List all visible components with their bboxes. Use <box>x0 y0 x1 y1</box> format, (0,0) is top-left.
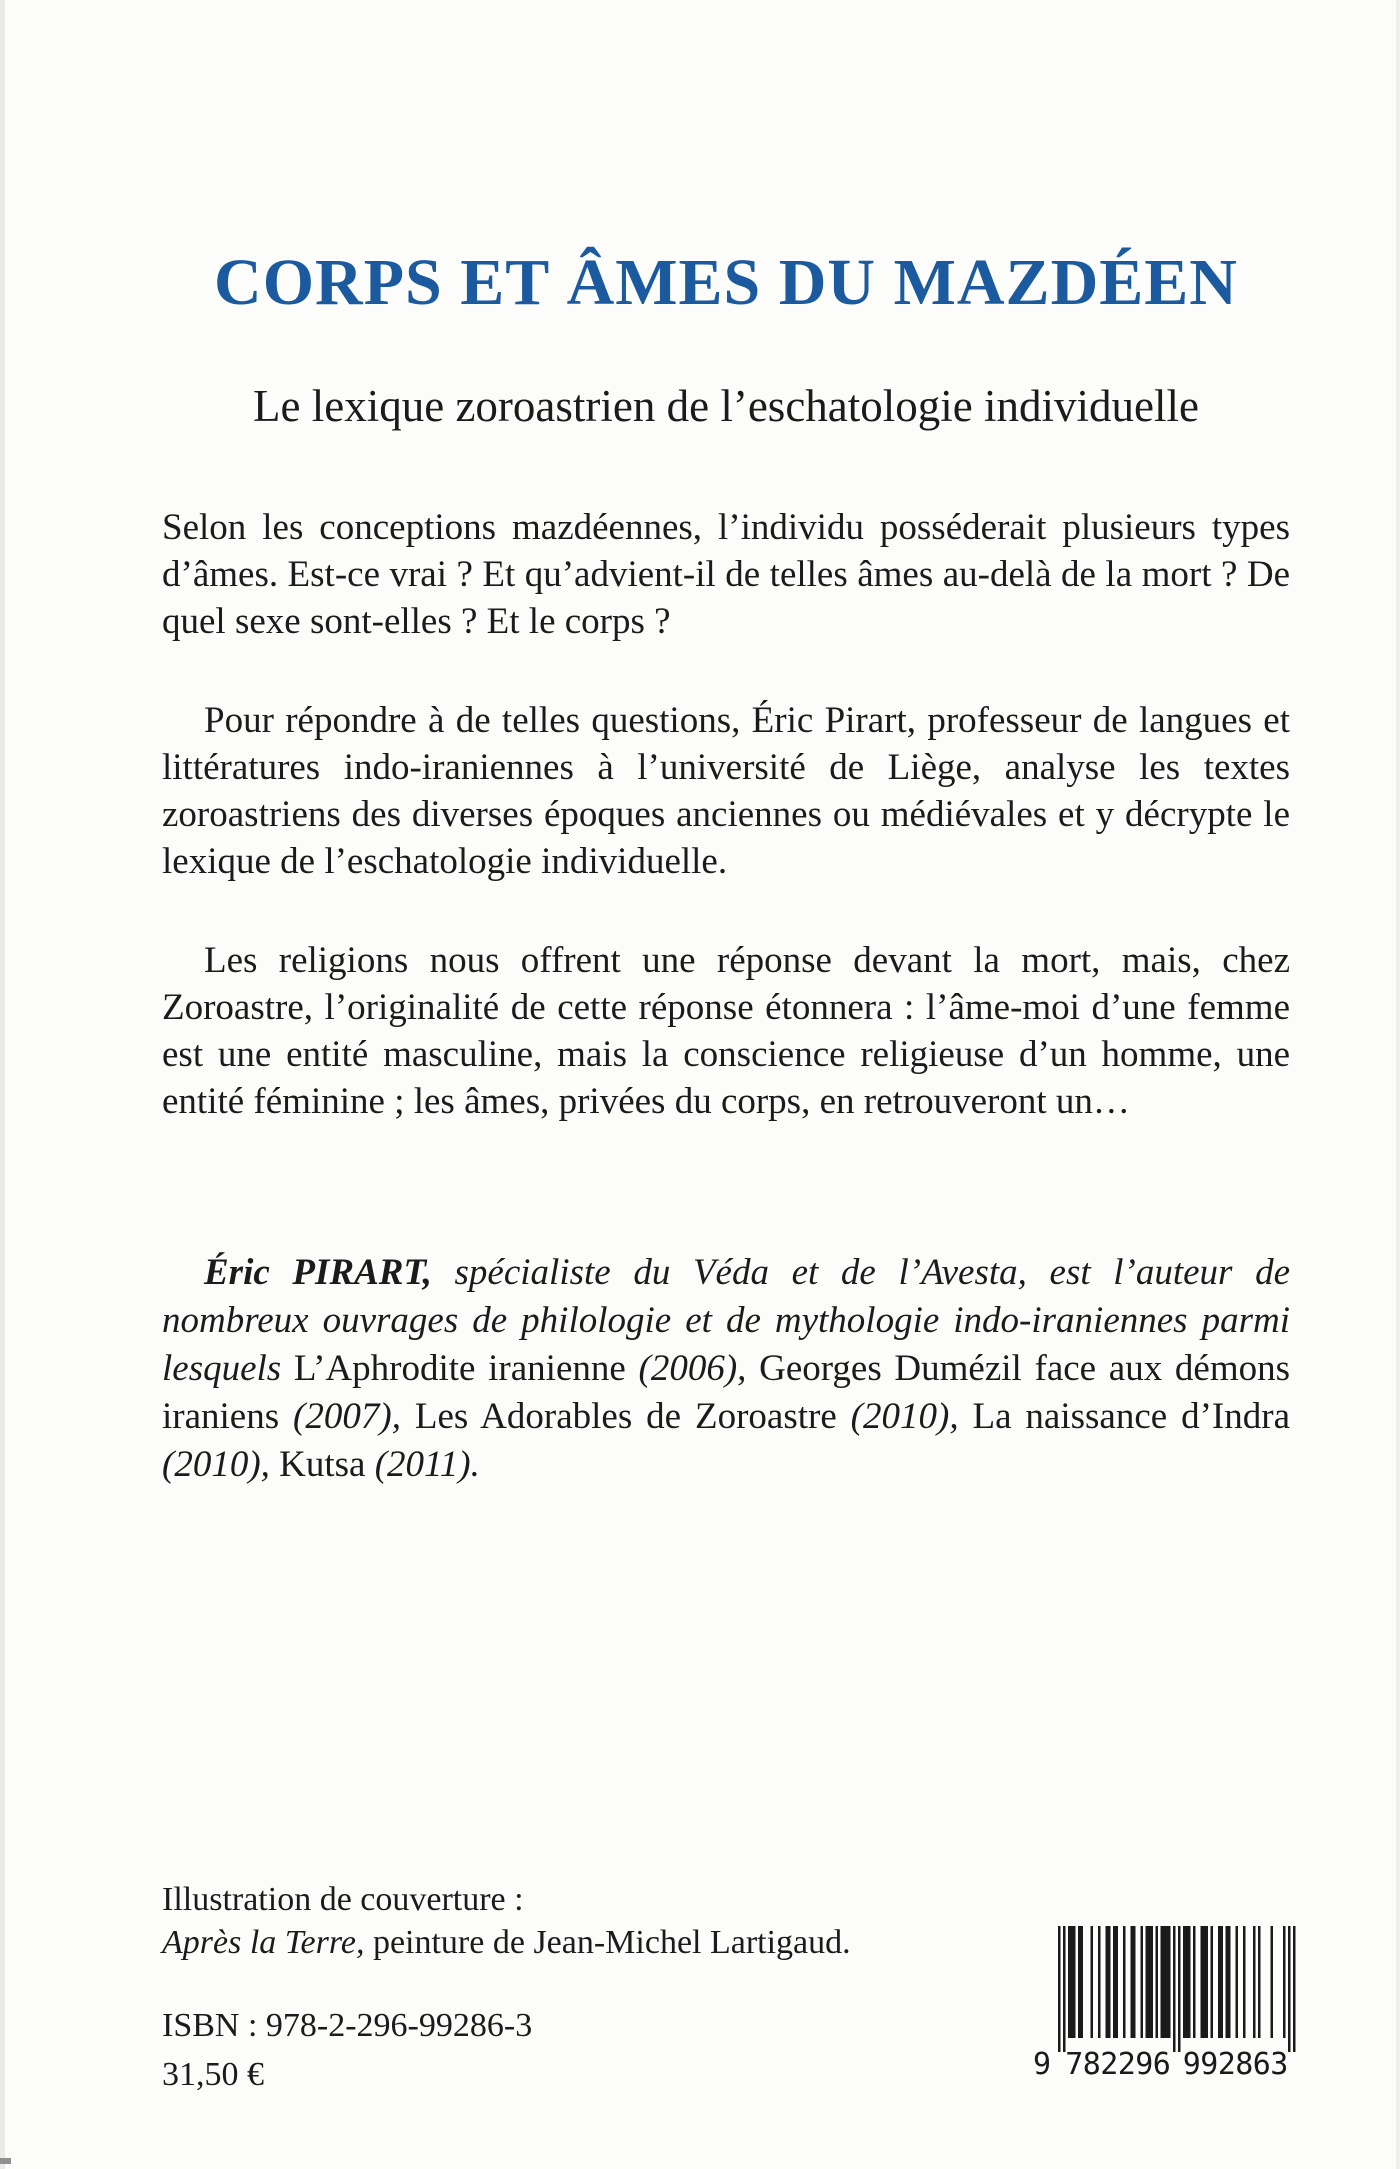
svg-text:3: 3 <box>1270 2047 1289 2078</box>
synopsis <box>162 504 1290 1125</box>
svg-text:8: 8 <box>1082 2047 1101 2078</box>
scan-artifact-mark <box>0 2158 11 2164</box>
book-title: CORPS ET ÂMES DU MAZDÉEN <box>214 246 1238 319</box>
text-segment: (2007), <box>293 1396 401 1437</box>
svg-text:2: 2 <box>1217 2047 1236 2078</box>
text-segment: Kutsa <box>269 1444 375 1485</box>
ean13-barcode <box>1030 1924 1300 2078</box>
text-segment: Après la Terre, <box>162 1924 365 1961</box>
svg-text:6: 6 <box>1252 2047 1271 2078</box>
back-cover-text-block <box>162 0 1290 1489</box>
synopsis-paragraph: Les religions nous offrent une réponse devant la mort, mais, chez Zoroastre, l’originalité de cette réponse étonnera : l’âme-moi d’une femme est une entité masculine, mais la conscience religieuse d’un homme, une entité féminine ; les âmes, privées du corps, en retrouveront un… <box>162 940 1290 1122</box>
svg-text:9: 9 <box>1135 2047 1154 2078</box>
text-segment: spécialiste du Véda et de l’Avesta, est l’auteur de nombreux ouvrages de philologie et de mythologie indo-iraniennes parmi lesquels <box>162 1252 1290 1389</box>
author-bio <box>162 1249 1290 1489</box>
svg-text:2: 2 <box>1100 2047 1119 2078</box>
text-segment: L’Aphrodite iranienne <box>293 1348 639 1389</box>
svg-text:9: 9 <box>1032 2047 1052 2078</box>
svg-text:6: 6 <box>1152 2047 1171 2078</box>
svg-text:9: 9 <box>1200 2047 1219 2078</box>
imprint-block <box>162 1878 851 2096</box>
synopsis-paragraph: Pour répondre à de telles questions, Éric Pirart, professeur de langues et littératures indo-iraniennes à l’université de Liège, analyse les textes zoroastriens des diverses époques anciennes ou médiévales et y décrypte le lexique de l’eschatologie individuelle. <box>162 700 1290 882</box>
text-segment: Éric PIRART, <box>204 1252 432 1293</box>
svg-text:7: 7 <box>1065 2047 1084 2078</box>
svg-text:9: 9 <box>1182 2047 1201 2078</box>
svg-text:2: 2 <box>1117 2047 1136 2078</box>
text-segment: (2010), <box>850 1396 959 1437</box>
isbn-text: ISBN : 978-2-296-99286-3 <box>162 2007 533 2044</box>
synopsis-paragraph: Selon les conceptions mazdéennes, l’individu posséderait plusieurs types d’âmes. Est-ce vrai ? Et qu’advient-il de telles âmes au-delà de la mort ? De quel sexe sont-elles ? Et le corps ? <box>162 507 1290 642</box>
text-segment: La naissance d’Indra <box>958 1396 1290 1437</box>
ean13-barcode-svg <box>1030 1924 1300 2078</box>
text-segment: (2011). <box>374 1444 480 1485</box>
scan-edge-left <box>0 0 5 2169</box>
text-segment: (2010), <box>162 1444 270 1485</box>
svg-text:8: 8 <box>1235 2047 1254 2078</box>
text-segment: (2006), <box>638 1348 747 1389</box>
cover-credit-label: Illustration de couverture : <box>162 1881 524 1918</box>
cover-credit-text <box>162 1921 851 1964</box>
text-segment: Les Adorables de Zoroastre <box>400 1396 851 1437</box>
book-subtitle: Le lexique zoroastrien de l’eschatologie individuelle <box>253 381 1199 431</box>
text-segment: peinture de Jean-Michel Lartigaud. <box>364 1924 851 1961</box>
price-text: 31,50 € <box>162 2056 264 2093</box>
text-segment: Georges Dumézil face aux démons iraniens <box>162 1348 1291 1437</box>
scan-edge-right <box>1396 0 1400 2169</box>
